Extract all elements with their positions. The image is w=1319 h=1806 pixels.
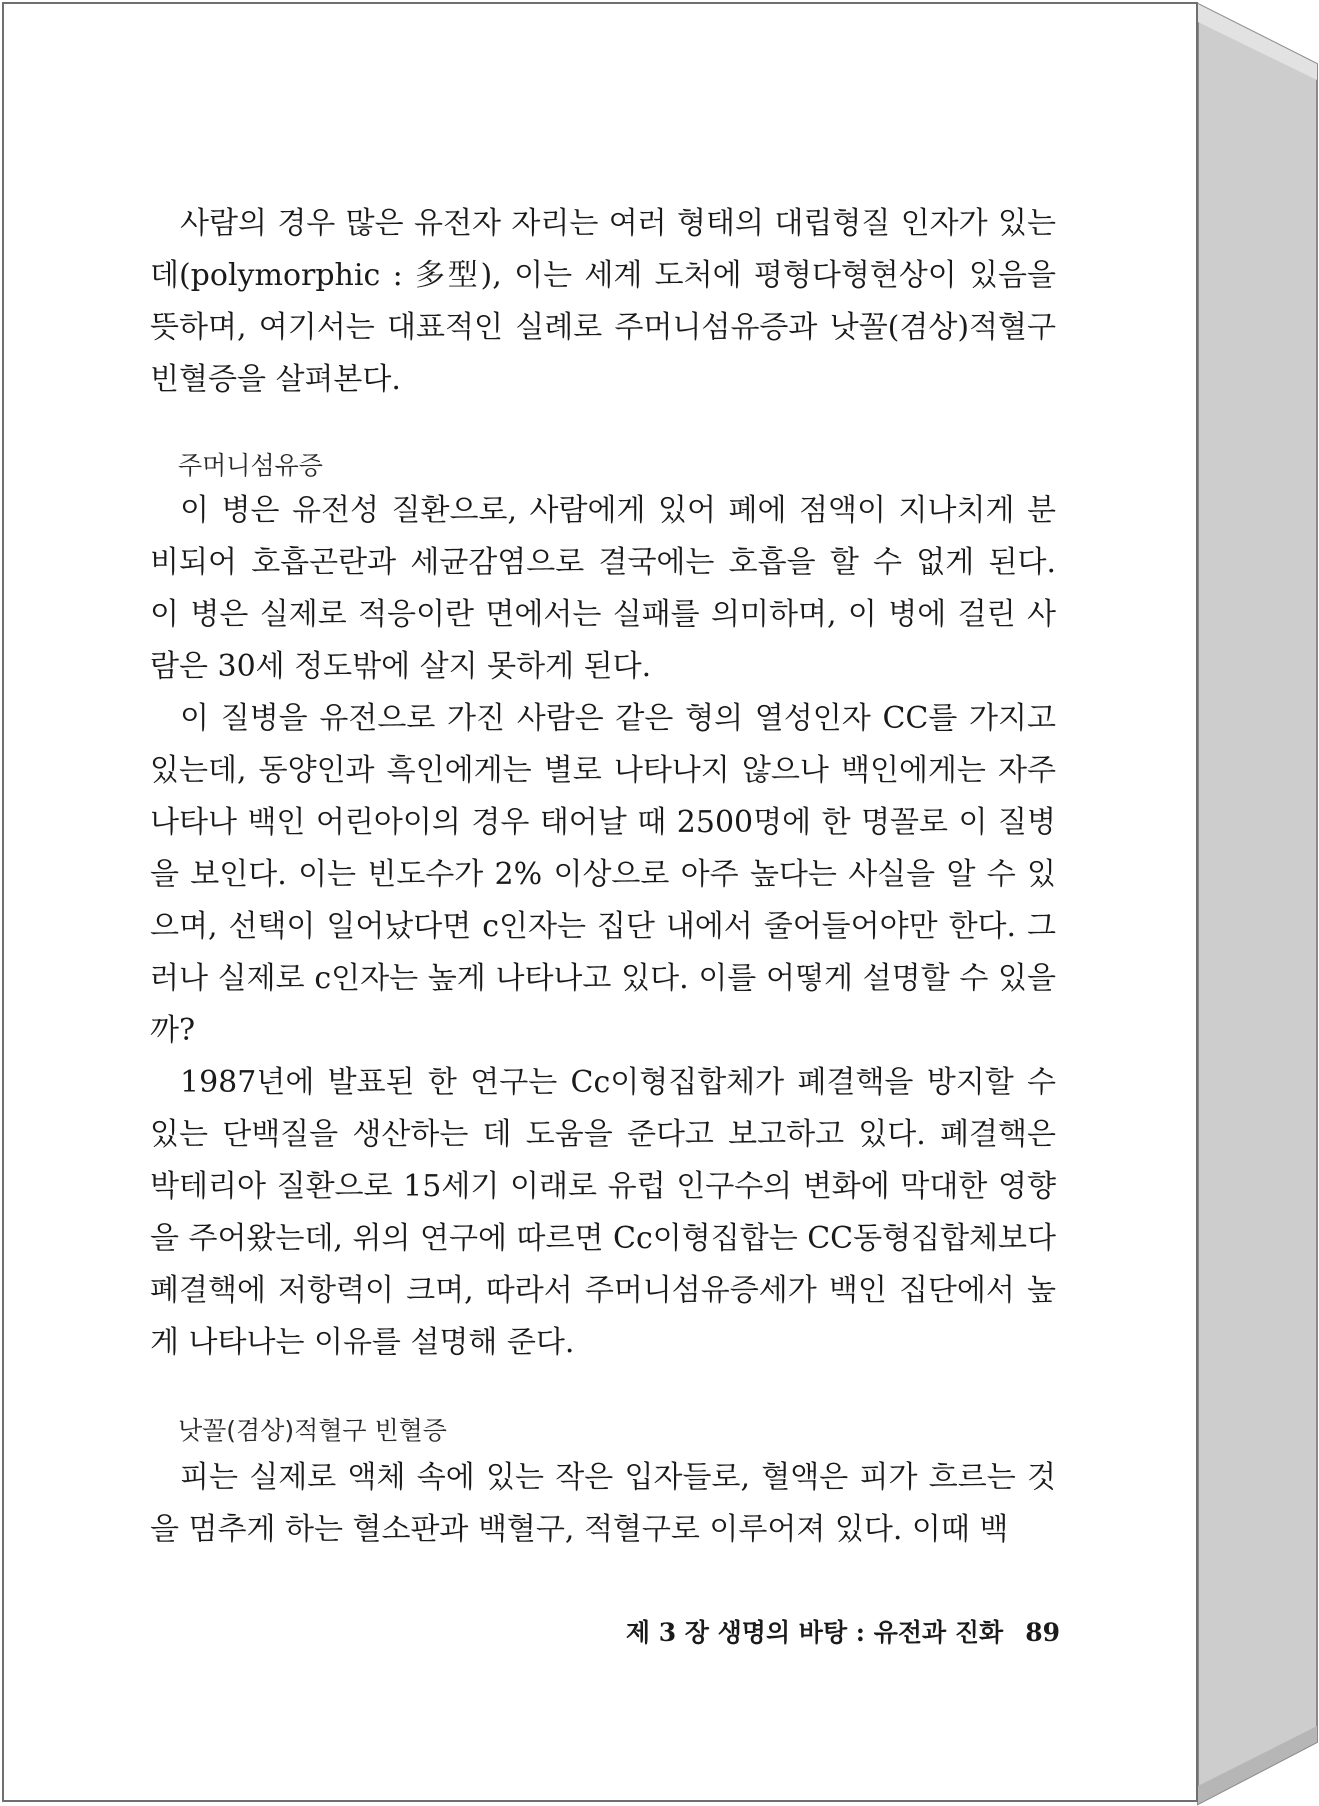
section1-paragraph-3: 1987년에 발표된 한 연구는 Cc이형집합체가 폐결핵을 방지할 수 있는 단백질을 생산하는 데 도움을 준다고 보고하고 있다. 폐결핵은 박테리아 질환으로 15세기 이래로 유럽 인구수의 변화에 막대한 영향을 주어왔는데, 위의 연구에 따르면 Cc이형집합는 CC동형집합체보다 폐결핵에 저항력이 크며, 따라서 주머니섬유증세가 백인 집단에서 높게 나타나는 이유를 설명해 준다. bbox=[150, 1065, 1056, 1360]
intro-paragraph: 사람의 경우 많은 유전자 자리는 여러 형태의 대립형질 인자가 있는데(polymorphic : 多型), 이는 세계 도처에 평형다형현상이 있음을 뜻하며, 여기서는 대표적인 실례로 주머니섬유증과 낫꼴(겸상)적혈구 빈혈증을 살펴본다. bbox=[150, 206, 1056, 397]
page-number: 89 bbox=[1025, 1618, 1060, 1647]
page-footer bbox=[600, 1613, 1060, 1649]
intro-text-block bbox=[150, 198, 1056, 406]
section2-paragraph: 피는 실제로 액체 속에 있는 작은 입자들로, 혈액은 피가 흐르는 것을 멈추게 하는 혈소판과 백혈구, 적혈구로 이루어져 있다. 이때 백 bbox=[150, 1460, 1056, 1547]
section1-paragraph-1: 이 병은 유전성 질환으로, 사람에게 있어 폐에 점액이 지나치게 분비되어 호흡곤란과 세균감염으로 결국에는 호흡을 할 수 없게 된다. 이 병은 실제로 적응이란 면에서는 실패를 의미하며, 이 병에 걸린 사람은 30세 정도밖에 살지 못하게 된다. bbox=[150, 493, 1056, 684]
section-heading-sickle-cell: 낫꼴(겸상)적혈구 빈혈증 bbox=[178, 1416, 447, 1445]
chapter-title: 제 3 장 생명의 바탕 : 유전과 진화 bbox=[625, 1618, 1004, 1647]
section2-text-block bbox=[150, 1452, 1056, 1556]
section1-paragraph-2: 이 질병을 유전으로 가진 사람은 같은 형의 열성인자 CC를 가지고 있는데, 동양인과 흑인에게는 별로 나타나지 않으나 백인에게는 자주 나타나 백인 어린아이의 경우 태어날 때 2500명에 한 명꼴로 이 질병을 보인다. 이는 빈도수가 2% 이상으로 아주 높다는 사실을 알 수 있으며, 선택이 일어났다면 c인자는 집단 내에서 줄어들어야만 한다. 그러나 실제로 c인자는 높게 나타나고 있다. 이를 어떻게 설명할 수 있을까? bbox=[150, 701, 1056, 1048]
section-heading-cystic-fibrosis: 주머니섬유증 bbox=[178, 451, 323, 480]
section1-text-block bbox=[150, 485, 1056, 1369]
